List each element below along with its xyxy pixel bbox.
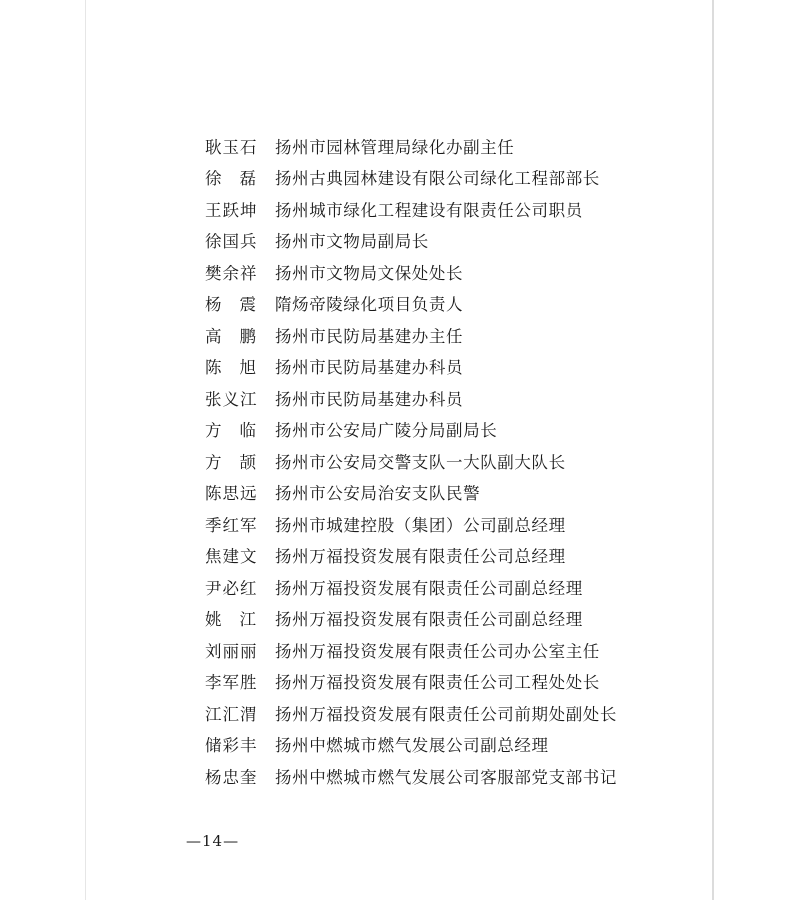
person-name: 方颉: [205, 452, 274, 472]
person-title: 扬州中燃城市燃气发展公司客服部党支部书记: [275, 767, 617, 787]
list-item: [205, 130, 685, 162]
person-title: 扬州市公安局交警支队一大队副大队长: [275, 452, 566, 472]
person-name: 方临: [205, 421, 274, 441]
person-title: 扬州古典园林建设有限公司绿化工程部部长: [275, 169, 600, 189]
person-name: 焦建文: [205, 547, 258, 567]
person-title: 扬州市公安局广陵分局副局长: [275, 421, 498, 441]
list-item: [205, 162, 685, 194]
list-item: [205, 697, 685, 729]
personnel-list: [205, 130, 685, 792]
person-title: 扬州中燃城市燃气发展公司副总经理: [275, 736, 549, 756]
list-item: [205, 540, 685, 572]
list-item: [205, 382, 685, 414]
list-item: [205, 760, 685, 792]
person-title: 隋炀帝陵绿化项目负责人: [275, 295, 464, 315]
person-title: 扬州市民防局基建办科员: [275, 358, 464, 378]
person-name: 李军胜: [205, 673, 258, 693]
person-name: 姚江: [205, 610, 274, 630]
scan-edge-right: [712, 0, 714, 900]
person-title: 扬州市园林管理局绿化办副主任: [275, 137, 515, 157]
person-title: 扬州市城建控股（集团）公司副总经理: [275, 515, 566, 535]
person-name: 徐磊: [205, 169, 274, 189]
person-title: 扬州城市绿化工程建设有限责任公司职员: [275, 200, 583, 220]
person-name: 徐国兵: [205, 232, 258, 252]
person-title: 扬州市文物局文保处处长: [275, 263, 464, 283]
person-name: 张义江: [205, 389, 258, 409]
person-name: 王跃坤: [205, 200, 258, 220]
person-name: 杨忠奎: [205, 767, 258, 787]
list-item: [205, 193, 685, 225]
list-item: [205, 319, 685, 351]
list-item: [205, 225, 685, 257]
list-item: [205, 351, 685, 383]
list-item: [205, 634, 685, 666]
list-item: [205, 445, 685, 477]
list-item: [205, 729, 685, 761]
person-title: 扬州市民防局基建办主任: [275, 326, 464, 346]
list-item: [205, 256, 685, 288]
person-name: 尹必红: [205, 578, 258, 598]
person-title: 扬州万福投资发展有限责任公司办公室主任: [275, 641, 600, 661]
person-title: 扬州市公安局治安支队民警: [275, 484, 481, 504]
person-name: 樊余祥: [205, 263, 258, 283]
person-title: 扬州万福投资发展有限责任公司工程处处长: [275, 673, 600, 693]
page-number: —14—: [186, 832, 240, 850]
person-title: 扬州万福投资发展有限责任公司总经理: [275, 547, 566, 567]
person-title: 扬州市民防局基建办科员: [275, 389, 464, 409]
person-name: 刘丽丽: [205, 641, 258, 661]
person-title: 扬州市文物局副局长: [275, 232, 429, 252]
person-name: 江汇渭: [205, 704, 258, 724]
person-name: 陈思远: [205, 484, 258, 504]
list-item: [205, 508, 685, 540]
person-name: 储彩丰: [205, 736, 258, 756]
person-name: 高鹏: [205, 326, 274, 346]
person-title: 扬州万福投资发展有限责任公司副总经理: [275, 578, 583, 598]
person-name: 季红军: [205, 515, 258, 535]
person-title: 扬州万福投资发展有限责任公司副总经理: [275, 610, 583, 630]
list-item: [205, 477, 685, 509]
list-item: [205, 603, 685, 635]
person-title: 扬州万福投资发展有限责任公司前期处副处长: [275, 704, 617, 724]
person-name: 陈旭: [205, 358, 274, 378]
list-item: [205, 414, 685, 446]
list-item: [205, 288, 685, 320]
person-name: 耿玉石: [205, 137, 258, 157]
list-item: [205, 571, 685, 603]
scan-edge-left: [85, 0, 86, 900]
list-item: [205, 666, 685, 698]
person-name: 杨震: [205, 295, 274, 315]
